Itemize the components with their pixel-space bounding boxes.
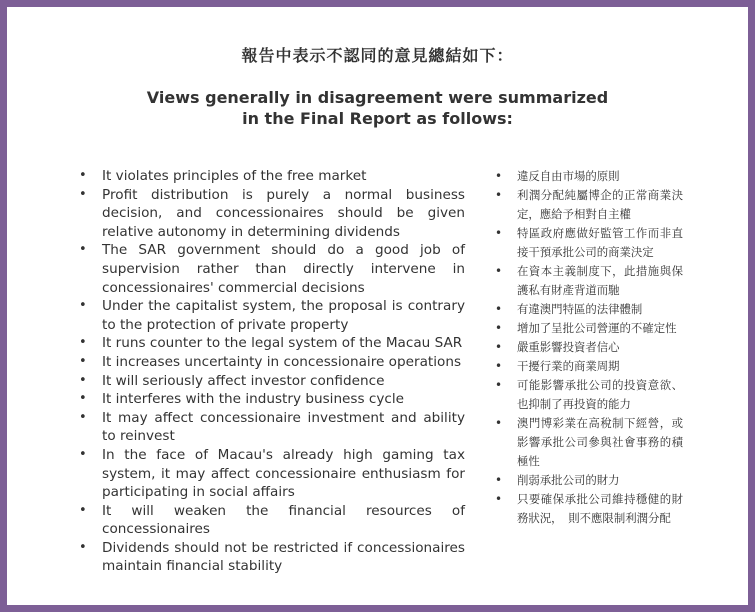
list-item: • 特區政府應做好監管工作而非直接干預承批公司的商業決定 bbox=[495, 224, 683, 262]
list-item: • 干擾行業的商業周期 bbox=[495, 357, 683, 376]
list-item: • 只要確保承批公司維持穩健的財務狀況， 則不應限制利潤分配 bbox=[495, 490, 683, 528]
list-item: • It increases uncertainty in concessionaire operations bbox=[79, 353, 465, 372]
english-heading bbox=[7, 87, 748, 129]
english-heading-line-1: Views generally in disagreement were summarized bbox=[146, 88, 609, 107]
list-item: • 有違澳門特區的法律體制 bbox=[495, 300, 683, 319]
list-item: • 利潤分配純屬博企的正常商業決定，應給予相對自主權 bbox=[495, 186, 683, 224]
list-item: • 增加了呈批公司營運的不確定性 bbox=[495, 319, 683, 338]
list-item: • 嚴重影響投資者信心 bbox=[495, 338, 683, 357]
document-frame bbox=[7, 7, 748, 605]
list-item: • 可能影響承批公司的投資意欲、也抑制了再投資的能力 bbox=[495, 376, 683, 414]
list-item: • The SAR government should do a good job of supervision rather than directly intervene in concessionaires' commercial decisions bbox=[79, 241, 465, 297]
list-item: • It interferes with the industry business cycle bbox=[79, 390, 465, 409]
chinese-heading: 報告中表示不認同的意見總結如下： bbox=[241, 46, 514, 65]
list-item: • 違反自由市場的原則 bbox=[495, 167, 683, 186]
list-item: • Under the capitalist system, the proposal is contrary to the protection of private property bbox=[79, 297, 465, 334]
list-item: • Profit distribution is purely a normal business decision, and concessionaires should be given relative autonomy in determining dividends bbox=[79, 186, 465, 242]
list-item: • In the face of Macau's already high gaming tax system, it may affect concessionaire enthusiasm for participating in social affairs bbox=[79, 446, 465, 502]
list-item: • It runs counter to the legal system of the Macau SAR bbox=[79, 334, 465, 353]
list-item: • It violates principles of the free market bbox=[79, 167, 465, 186]
english-heading-line-2: in the Final Report as follows: bbox=[242, 109, 513, 128]
list-item: • 削弱承批公司的財力 bbox=[495, 471, 683, 490]
list-item: • It will seriously affect investor confidence bbox=[79, 372, 465, 391]
list-item: • 在資本主義制度下，此措施與保護私有財產背道而馳 bbox=[495, 262, 683, 300]
list-item: • 澳門博彩業在高稅制下經營，或影響承批公司參與社會事務的積極性 bbox=[495, 414, 683, 471]
list-item: • Dividends should not be restricted if concessionaires maintain financial stability bbox=[79, 539, 465, 576]
list-item: • It may affect concessionaire investment and ability to reinvest bbox=[79, 409, 465, 446]
english-point-list bbox=[79, 167, 465, 576]
chinese-point-list bbox=[495, 167, 683, 528]
list-item: • It will weaken the financial resources of concessionaires bbox=[79, 502, 465, 539]
